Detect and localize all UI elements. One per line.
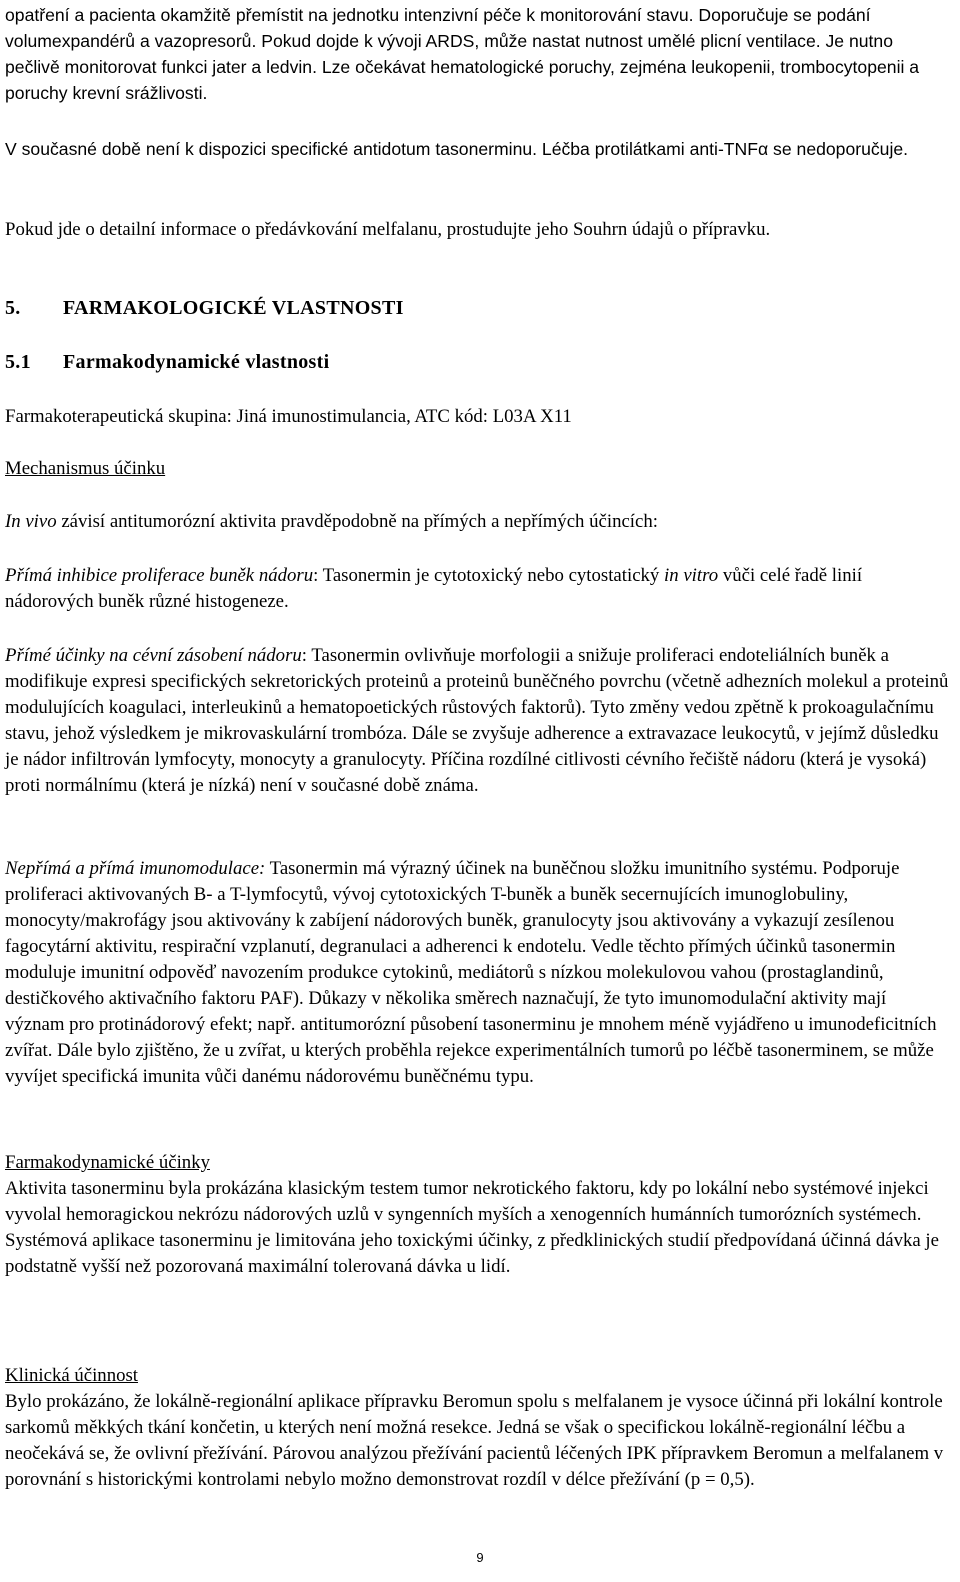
italic-term: Přímé účinky na cévní zásobení nádoru <box>5 645 302 666</box>
page-number: 9 <box>476 1550 484 1565</box>
paragraph-clinical-efficacy: Bylo prokázáno, že lokálně-regionální aplikace přípravku Beromun spolu s melfalanem je vysoce účinná při lokální kontrole sarkomů měkkých tkání končetin, u kterých není možná resekce. Jedná se však o specifickou lokálně-regionální léčbu a neočekává se, že ovlivní přežívání. Párovou analýzou přežívání pacientů léčených IPK přípravkem Beromun a melfalanem v porovnání s historickými kontrolami nebylo možno demonstrovat rozdíl v délce přežívání (p = 0,5). <box>5 1391 944 1490</box>
therapeutic-group: Farmakoterapeutická skupina: Jiná imunostimulancia, ATC kód: L03A X11 <box>5 406 572 427</box>
section-heading-5 <box>5 296 404 320</box>
paragraph-melphalan-reference: Pokud jde o detailní informace o předávkování melfalanu, prostudujte jeho Souhrn údajů o přípravku. <box>5 219 771 240</box>
paragraph-direct-inhibition: Přímá inhibice proliferace buněk nádoru: Tasonermin je cytotoxický nebo cytostatický in vitro vůči celé řadě linií nádorových buněk různé histogeneze. <box>5 565 863 612</box>
italic-term: Přímá inhibice proliferace buněk nádoru <box>5 565 314 586</box>
section-heading-5-1 <box>5 350 329 374</box>
paragraph-in-vivo: In vivo závisí antitumorózní aktivita pravděpodobně na přímých a nepřímých účincích: <box>5 511 658 532</box>
paragraph-pd-effects: Aktivita tasonerminu byla prokázána klasickým testem tumor nekrotického faktoru, kdy po lokální nebo systémové injekci vyvolal hemoragickou nekrózu nádorových uzlů v syngenních myších a xenogenních humánních tumorózních systémech. Systémová aplikace tasonerminu je limitována jeho toxickými účinky, z předklinických studií předpovídaná účinná dávka je podstatně vyšší než pozorovaná maximální tolerovaná dávka u lidí. <box>5 1178 939 1277</box>
paragraph-immunomodulation: Nepřímá a přímá imunomodulace: Tasonermin má výrazný účinek na buněčnou složku imunitního systému. Podporuje proliferaci aktivovaných B- a T-lymfocytů, vývoj cytotoxických T-buněk a buněk secernujících imunoglobuliny, monocyty/makrofágy jsou aktivovány k zabíjení nádorových buněk, granulocyty jsou aktivovány a vykazují zesílenou fagocytární aktivitu, respirační vzplanutí, degranulaci a adherenci k endotelu. Vedle těchto přímých účinků tasonermin moduluje imunitní odpověď navozením produkce cytokinů, mediátorů s nízkou molekulovou vahou (prostaglandinů, destičkového aktivačního faktoru PAF). Důkazy v několika směrech naznačují, že tyto imunomodulační aktivity mají význam pro protinádorový efekt; např. antitumorózní působení tasonerminu je mnohem méně vyjádřeno u imunodeficitních zvířat. Dále bylo zjištěno, že u zvířat, u kterých proběhla rejekce experimentálních tumorů po léčbě tasonerminem, se může vyvíjet specifická imunita vůči danému nádorovému buněčnému typu. <box>5 858 937 1087</box>
paragraph-vascular-effects: Přímé účinky na cévní zásobení nádoru: Tasonermin ovlivňuje morfologii a snižuje proliferaci endoteliálních buněk a modifikuje expresi specifických sekretorických proteinů a proteinů buněčného povrchu (včetně adhezních molekul a proteinů modulujících koagulaci, interleukinů a hematopoetických růstových faktorů). Tyto změny vedou zpětně k prokoagulačnímu stavu, jehož výsledkem je mikrovaskulární trombóza. Dále se zvyšuje adherence a extravazace leukocytů, v jejímž důsledku je nádor infiltrován lymfocyty, monocyty a granulocyty. Příčina rozdílné citlivosti cévního řečiště nádoru (která je vysoká) proti normálnímu (která je nízká) není v současné době známa. <box>5 645 949 796</box>
section-number: 5.1 <box>5 351 31 373</box>
section-title: Farmakodynamické vlastnosti <box>63 351 330 373</box>
italic-term: In vivo <box>5 511 57 532</box>
mechanism-heading: Mechanismus účinku <box>5 458 166 479</box>
section-title: FARMAKOLOGICKÉ VLASTNOSTI <box>63 297 404 319</box>
paragraph-overdose-management: opatření a pacienta okamžitě přemístit na jednotku intenzivní péče k monitorování stavu. Doporučuje se podání volumexpandérů a vazopresorů. Pokud dojde k vývoji ARDS, může nastat nutnost umělé plicní ventilace. Je nutno pečlivě monitorovat funkci jater a ledvin. Lze očekávat hematologické poruchy, zejména leukopenii, trombocytopenii a poruchy krevní srážlivosti. <box>5 5 920 103</box>
section-number: 5. <box>5 297 21 319</box>
clinical-efficacy-heading: Klinická účinnost <box>5 1365 139 1386</box>
pd-effects-heading: Farmakodynamické účinky <box>5 1152 210 1173</box>
paragraph-antidote: V současné době není k dispozici specifické antidotum tasonerminu. Léčba protilátkami anti-TNFα se nedoporučuje. <box>5 139 909 159</box>
italic-term: Nepřímá a přímá imunomodulace: <box>5 858 266 879</box>
